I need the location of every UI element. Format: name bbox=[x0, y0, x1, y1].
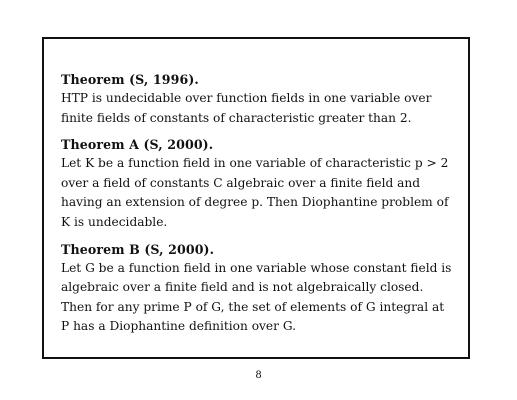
theorem-a-2000 bbox=[61, 135, 454, 232]
theorem-statement: Let K be a function field in one variable of characteristic p > 2 over a field of constants C algebraic over a finite field and having an extension of degree p. Then Diophantine problem of K is undecidable. bbox=[61, 156, 449, 229]
theorem-1996 bbox=[61, 70, 454, 128]
slide-frame bbox=[42, 37, 470, 359]
theorem-heading: Theorem (S, 1996). bbox=[61, 72, 199, 87]
theorem-statement: Let G be a function field in one variable whose constant field is algebraic over a finite field and is not algebraically closed. Then for any prime P of G, the set of elements of G integral at P has a Diophantine definition over G. bbox=[61, 260, 452, 334]
theorem-heading: Theorem A (S, 2000). bbox=[61, 137, 214, 153]
slide-content bbox=[61, 70, 454, 344]
theorem-heading: Theorem B (S, 2000). bbox=[61, 241, 215, 257]
theorem-b-2000 bbox=[61, 240, 454, 337]
page-number: 8 bbox=[255, 370, 262, 381]
theorem-statement: HTP is undecidable over function fields in one variable over finite fields of constants of characteristic greater than 2. bbox=[61, 91, 432, 125]
